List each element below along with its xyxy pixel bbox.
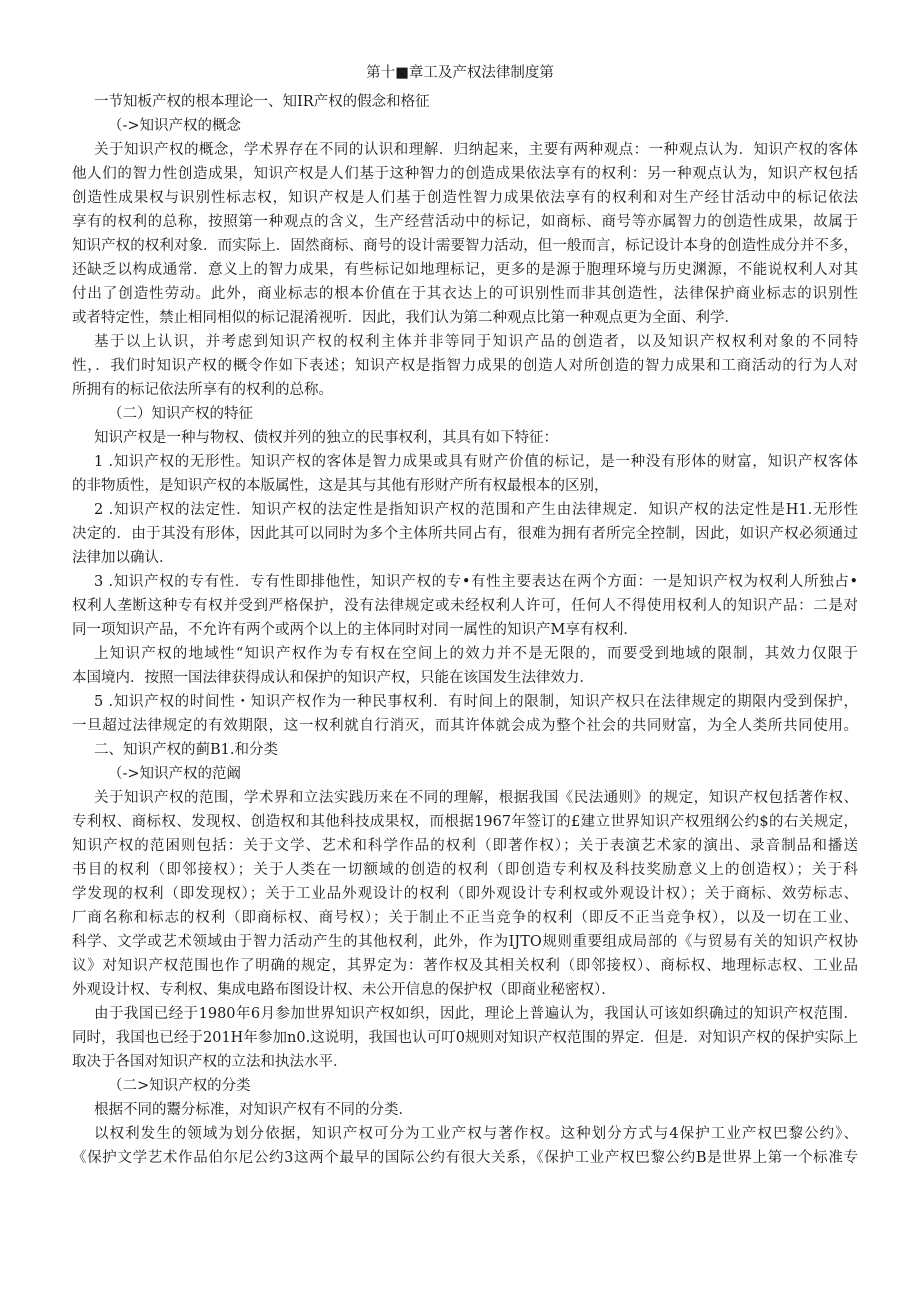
body-line: 5 .知识产权的时间性・知识产权作为一种民事权利．有时间上的限制，知识产权只在法律规定的期限内受到保护， xyxy=(94,694,858,710)
document-title: 第十■章工及产权法律制度第 xyxy=(366,65,554,81)
body-line: 法律加以确认． xyxy=(72,550,174,566)
body-line: 决定的．由于其没有形体，因此其可以同时为多个主体所共同占有，很难为拥有者所完全控制，因此，如识产权必须通过 xyxy=(72,526,858,542)
body-line: 1 .知识产权的无形性。知识产权的客体是智力成果或具有财产价值的标记，是一种没有形体的财富，知识产权客体 xyxy=(94,454,858,470)
body-line: 他人们的智力性创造成果，知识产权是人们基于这种智力的创造成果依法享有的权利：另一种观点认为，知识产权包括 xyxy=(72,166,858,182)
body-line: 知识产权的范困则包括：关于文学、艺术和科学作品的权利（即著作权）；关于表演艺术家的演出、录音制品和播送 xyxy=(72,838,858,854)
body-line: 上知识产权的地域性“知识产权作为专有权在空间上的效力并不是无限的，而要受到地域的限制，其效力仅限于 xyxy=(94,646,858,662)
body-line: 学发现的权利（即发现权）；关于工业品外观设计的权利（即外观设计专利权或外观设计权）；关于商标、效劳标志、 xyxy=(72,886,858,902)
body-line: 专利权、商标权、发现权、创造权和其他科技成果权，而根据1967年签订的£建立世界知识产权殂纲公约$的右关规定， xyxy=(72,814,858,830)
body-line: 关于知识产权的概念，学术界存在不同的认识和理解．归纳起来，主要有两种观点：一种观点认为．知识产权的客体 xyxy=(94,142,858,158)
body-line: 科学、文学或艺术领域由于智力活动产生的其他权利，此外，作为IJTO规则重要组成局部的《与贸易有关的知识产权协 xyxy=(72,934,858,950)
body-line: 本国境内．按照一国法律获得成认和保护的知识产权，只能在该国发生法律效力． xyxy=(72,670,594,686)
body-line: 议》对知识产权范围也作了明确的规定，其界定为：著作权及其相关权利（即邻接权）、商标权、地理标志权、工业品 xyxy=(72,958,858,974)
body-line: 知识产权是一种与物权、债权并列的独立的民事权利，其具有如下特征： xyxy=(94,430,558,446)
body-line: 性，．我们时知识产权的概令作如下表述；知识产权是指智力成果的创造人对所创造的智力成果和工商活动的行为人对 xyxy=(72,358,858,374)
body-line: 同一项知识产品，不允许有两个或两个以上的主体同时对同一属性的知识产M享有权利． xyxy=(72,622,638,638)
body-line: 知识产权的权利对象．而实际上．固然商标、商号的设计需要智力活动，但一般而言，标记设计本身的创造性成分并不多， xyxy=(72,238,858,254)
subsection-heading: （->知识产权的范阚 xyxy=(108,766,242,782)
body-line: 外观设计权、专利权、集成电路布图设计权、未公开信息的保护权（即商业秘密权）． xyxy=(72,982,616,998)
body-line: 享有的权利的总称，按照第一种观点的含义，生产经营活动中的标记，如商标、商号等亦属智力的创造性成果，故属于 xyxy=(72,214,858,230)
body-line: 同时，我国也已经于201H年参加n0.这说明，我国也认可叮0规则对知识产权范围的界定．但是．对知识产权的保护实际上 xyxy=(72,1030,858,1046)
body-line: 书目的权利（即邻接权）；关于人类在一切额域的创造的权利（即创造专利权及科技奖励意义上的创造权）；关于科 xyxy=(72,862,858,878)
section-heading: 二、知识产权的蓟B1.和分类 xyxy=(94,742,278,758)
body-line: 基于以上认识，并考虑到知识产权的权利主体并非等同于知识产品的创造者，以及知识产权权利对象的不同特 xyxy=(94,334,858,350)
section-heading: 一节知板产权的根本理论一、知IR产权的假念和格征 xyxy=(94,94,430,110)
body-line: 一旦超过法律规定的有效期限，这一权利就自行消灭，而其许体就会成为整个社会的共同财富，为全人类所共同使用。 xyxy=(72,718,858,734)
body-line: 以权利发生的领域为划分依据，知识产权可分为工业产权与著作权。这种划分方式与4保护工业产权巴黎公约》、 xyxy=(94,1126,858,1142)
body-line: 或者特定性，禁止相同相似的标记混淆视听．因此，我们认为第二种观点比第一种观点更为全面、利学． xyxy=(72,310,739,326)
body-line: 付出了创造性劳动。此外，商业标志的根本价值在于其衣达上的可识别性而非其创造性，法律保护商业标志的识别性 xyxy=(72,286,858,302)
body-line: 厂商名称和标志的权利（即商标权、商号权）；关于制止不正当竞争的权利（即反不正当竞争权），以及一切在工业、 xyxy=(72,910,858,926)
body-line: 还缺乏以构成通常．意义上的智力成果，有些标记如地理标记，更多的是源于胞理环境与历史渊源，不能说权利人对其 xyxy=(72,262,858,278)
body-line: 所拥有的标记依法所享有的权利的总称。 xyxy=(72,382,333,398)
subsection-heading: （二）知识产权的特征 xyxy=(108,406,253,422)
body-line: 创造性成果权与识别性标志权，知识产权是人们基于创造性智力成果依法享有的权利和对生产经甘活动中的标记依法 xyxy=(72,190,858,206)
body-line: 权利人垄断这种专有权并受到严格保护，没有法律规定或未经权利人许可，任何人不得使用权利人的知识产品：二是对 xyxy=(72,598,858,614)
body-line: 3 .知识产权的专有性．专有性即排他性，知识产权的专•有性主要表达在两个方面：一是知识产权为权利人所独占• xyxy=(94,574,858,590)
body-line: 《保护文学艺术作品伯尔尼公约3这两个最早的国际公约有很大关系，《保护工业产权巴黎公约B是世界上第一个标准专 xyxy=(72,1150,858,1166)
body-line: 的非物质性，是知识产权的本版属性，这是其与其他有形财产所有权最根本的区别， xyxy=(72,478,609,494)
body-line: 关于知识产权的范围，学术界和立法实践历来在不同的理解，根据我国《民法通则》的规定，知识产权包括著作权、 xyxy=(94,790,858,806)
body-line: 由于我国已经于1980年6月参加世界知识产权如织，因此，理论上普遍认为，我国认可该如织确过的知识产权范围． xyxy=(94,1006,858,1022)
body-line: 根据不同的鬻分标准，对知识产权有不同的分类． xyxy=(94,1102,413,1118)
body-line: 2 .知识产权的法定性．知识产权的法定性是指知识产权的范围和产生由法律规定．知识产权的法定性是H1.无形性 xyxy=(94,502,858,518)
subsection-heading: （二>知识产权的分类 xyxy=(108,1078,251,1094)
subsection-heading: （->知识产权的概念 xyxy=(108,118,242,134)
body-line: 取决于各国对知识产权的立法和执法水平． xyxy=(72,1054,348,1070)
